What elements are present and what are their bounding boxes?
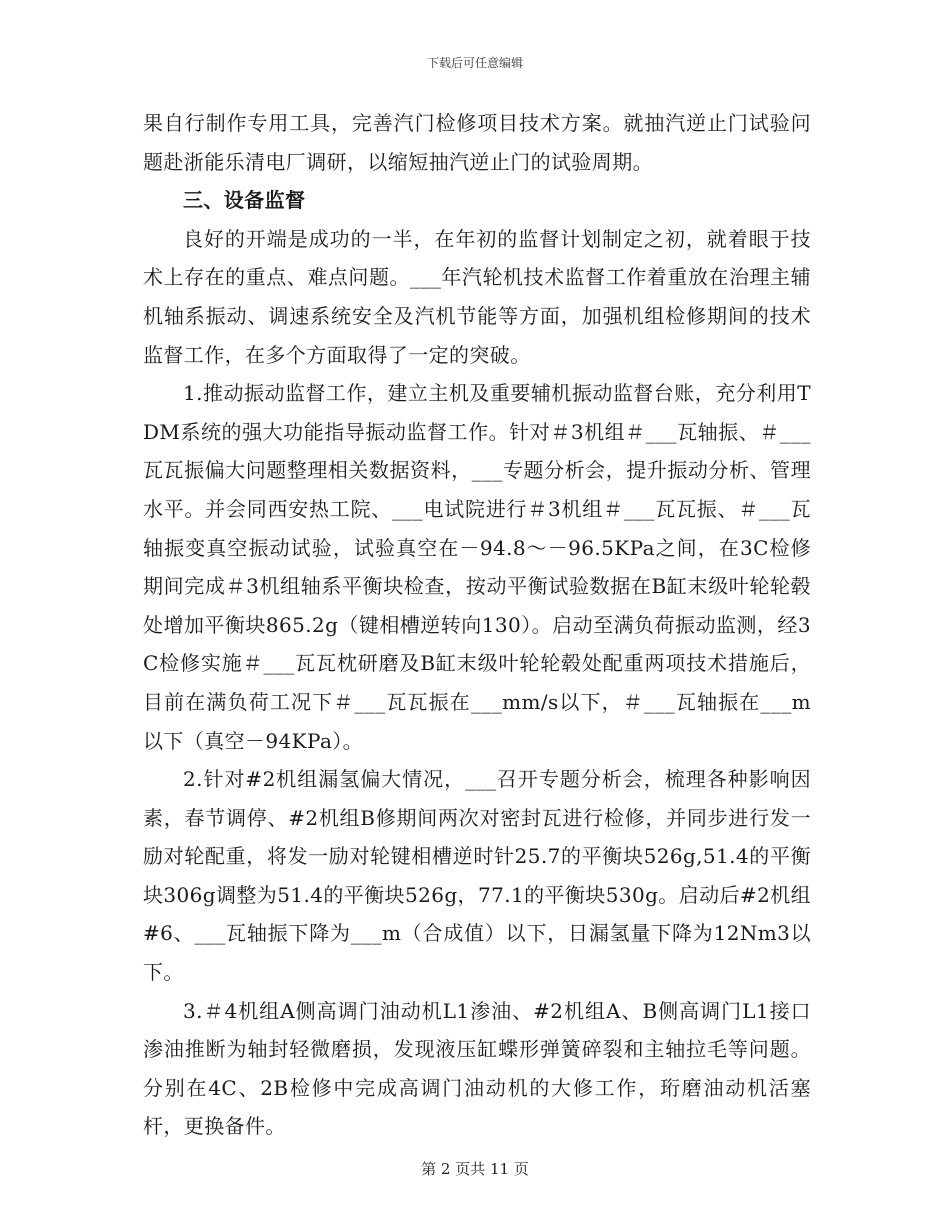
section-heading: 三、设备监督 — [183, 188, 306, 213]
document-body — [143, 104, 811, 1146]
paragraph-item-1: 1.推动振动监督工作，建立主机及重要辅机振动监督台账，充分利用TDM系统的强大功能指导振动监督工作。针对＃3机组＃___瓦轴振、＃___瓦瓦振偏大问题整理相关数据资料，___专题分析会，提升振动分析、管理水平。并会同西安热工院、___电试院进行＃3机组＃___瓦瓦振、＃___瓦轴振变真空振动试验，试验真空在－94.8～－96.5KPa之间，在3C检修期间完成＃3机组轴系平衡块检查，按动平衡试验数据在B缸末级叶轮轮毂处增加平衡块865.2g（键相槽逆转向130）。启动至满负荷振动监测，经3C检修实施＃___瓦瓦枕研磨及B缸末级叶轮轮毂处配重两项技术措施后，目前在满负荷工况下＃___瓦瓦振在___mm/s以下，＃___瓦轴振在___m以下（真空－94KPa）。 — [143, 381, 811, 753]
paragraph-item-3: 3.＃4机组A侧高调门油动机L1渗油、#2机组A、B侧高调门L1接口渗油推断为轴封轻微磨损，发现液压缸蝶形弹簧碎裂和主轴拉毛等问题。分别在4C、2B检修中完成高调门油动机的大修工作，珩磨油动机活塞杆，更换备件。 — [143, 998, 811, 1139]
paragraph-intro: 良好的开端是成功的一半，在年初的监督计划制定之初，就着眼于技术上存在的重点、难点问题。___年汽轮机技术监督工作着重放在治理主辅机轴系振动、调速系统安全及汽机节能等方面，加强机组检修期间的技术监督工作，在多个方面取得了一定的突破。 — [143, 226, 811, 367]
page-header: 下载后可任意编辑 — [426, 56, 523, 70]
page-footer: 第 2 页共 11 页 — [421, 1160, 529, 1178]
paragraph-item-2: 2.针对#2机组漏氢偏大情况，___召开专题分析会，梳理各种影响因素，春节调停、#2机组B修期间两次对密封瓦进行检修，并同步进行发一励对轮配重，将发一励对轮键相槽逆时针25.7的平衡块526g,51.4的平衡块306g调整为51.4的平衡块526g，77.1的平衡块530g。启动后#2机组#6、___瓦轴振下降为___m（合成值）以下，日漏氢量下降为12Nm3以下。 — [143, 767, 811, 985]
paragraph-continued: 果自行制作专用工具，完善汽门检修项目技术方案。就抽汽逆止门试验问题赴浙能乐清电厂调研，以缩短抽汽逆止门的试验周期。 — [143, 111, 811, 174]
